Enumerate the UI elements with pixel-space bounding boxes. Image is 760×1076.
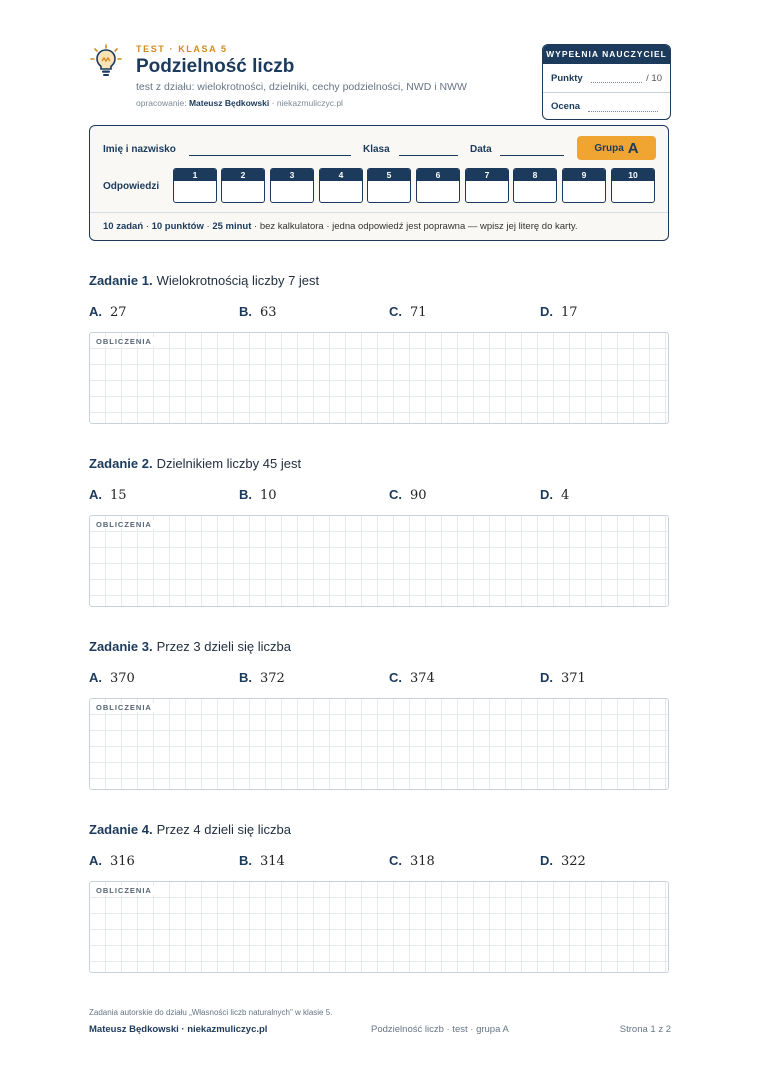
answer-number: 4 (320, 169, 362, 181)
option-letter: A. (89, 487, 102, 502)
option-c[interactable] (389, 853, 435, 869)
answer-number: 8 (514, 169, 556, 181)
option-a[interactable] (89, 304, 127, 320)
option-value: 374 (410, 671, 435, 686)
answer-box-9[interactable] (562, 168, 606, 203)
teacher-box-heading: WYPEŁNIA NAUCZYCIEL (543, 45, 670, 64)
date-label: Data (470, 144, 492, 155)
byline-site: · niekazmuliczyc.pl (271, 98, 343, 108)
option-a[interactable] (89, 670, 135, 686)
info-points: 10 punktów (151, 221, 204, 232)
class-field[interactable] (399, 155, 458, 156)
task-1 (89, 273, 669, 424)
answer-number: 10 (612, 169, 654, 181)
name-field[interactable] (189, 155, 351, 156)
option-value: 371 (561, 671, 586, 686)
task-options (89, 853, 669, 871)
option-value: 314 (260, 854, 285, 869)
option-value: 27 (110, 305, 127, 320)
page-number: Strona 1 z 2 (619, 1024, 671, 1035)
work-area-label: OBLICZENIA (96, 520, 152, 529)
task-question (89, 822, 669, 840)
option-b[interactable] (239, 487, 277, 503)
answer-number: 7 (466, 169, 508, 181)
task-3 (89, 639, 669, 790)
task-text: Przez 4 dzieli się liczba (156, 822, 291, 837)
task-text: Wielokrotnością liczby 7 jest (156, 273, 320, 288)
task-label: Zadanie 4. (89, 822, 153, 837)
teacher-box (542, 44, 671, 120)
option-letter: D. (540, 853, 553, 868)
answer-box-6[interactable] (416, 168, 460, 203)
group-letter: A (627, 139, 639, 157)
option-letter: A. (89, 670, 102, 685)
group-badge (577, 136, 656, 160)
option-value: 322 (561, 854, 586, 869)
task-question (89, 639, 669, 657)
task-text: Dzielnikiem liczby 45 jest (156, 456, 302, 471)
option-value: 318 (410, 854, 435, 869)
grade-row (543, 92, 670, 120)
option-d[interactable] (540, 853, 586, 869)
option-b[interactable] (239, 853, 285, 869)
option-letter: D. (540, 304, 553, 319)
task-question (89, 456, 669, 474)
task-4 (89, 822, 669, 973)
option-value: 10 (260, 488, 277, 503)
answer-number: 3 (271, 169, 313, 181)
work-area[interactable] (89, 332, 669, 424)
option-value: 17 (561, 305, 578, 320)
option-value: 71 (410, 305, 427, 320)
footer-author: Mateusz Będkowski · niekazmuliczyc.pl (89, 1024, 268, 1035)
answer-number: 1 (174, 169, 216, 181)
option-letter: C. (389, 487, 402, 502)
answer-number: 2 (222, 169, 264, 181)
option-letter: C. (389, 853, 402, 868)
task-question (89, 273, 669, 291)
answer-number: 5 (368, 169, 410, 181)
task-options (89, 670, 669, 688)
page-subtitle: test z działu: wielokrotności, dzielniki, cechy podzielności, NWD i NWW (136, 81, 467, 93)
task-label: Zadanie 2. (89, 456, 153, 471)
answer-box-2[interactable] (221, 168, 265, 203)
option-value: 316 (110, 854, 135, 869)
points-field[interactable] (591, 73, 642, 83)
byline (136, 98, 343, 108)
info-rest: · bez kalkulatora · jedna odpowiedź jest poprawna — wpisz jej literę do karty. (254, 221, 578, 232)
option-value: 372 (260, 671, 285, 686)
task-label: Zadanie 1. (89, 273, 153, 288)
option-c[interactable] (389, 304, 427, 320)
task-text: Przez 3 dzieli się liczba (156, 639, 291, 654)
info-tasks: 10 zadań (103, 221, 144, 232)
name-label: Imię i nazwisko (103, 144, 176, 155)
option-c[interactable] (389, 670, 435, 686)
class-label: Klasa (363, 144, 390, 155)
points-total: / 10 (646, 72, 662, 84)
option-b[interactable] (239, 304, 277, 320)
answer-number: 6 (417, 169, 459, 181)
test-kicker: TEST · KLASA 5 (136, 44, 228, 54)
task-2 (89, 456, 669, 607)
task-options (89, 487, 669, 505)
test-info: 10 zadań · 10 punktów · 25 minut · bez kalkulatora · jedna odpowiedź jest poprawna — wpisz jej literę do karty. (90, 212, 668, 241)
group-label: Grupa (594, 142, 624, 154)
answer-box-3[interactable] (270, 168, 314, 203)
answer-box-5[interactable] (367, 168, 411, 203)
work-area-label: OBLICZENIA (96, 886, 152, 895)
option-letter: B. (239, 853, 252, 868)
option-d[interactable] (540, 304, 578, 320)
student-card (89, 125, 669, 241)
task-options (89, 304, 669, 322)
footer-title: Podzielność liczb · test · grupa A (371, 1024, 509, 1035)
answer-box-1[interactable] (173, 168, 217, 203)
answer-box-10[interactable] (611, 168, 655, 203)
grade-label: Ocena (551, 101, 581, 112)
answer-box-4[interactable] (319, 168, 363, 203)
byline-prefix: opracowanie: (136, 98, 187, 108)
work-area[interactable] (89, 698, 669, 790)
lightbulb-icon (90, 44, 122, 78)
option-letter: D. (540, 670, 553, 685)
option-letter: A. (89, 853, 102, 868)
option-a[interactable] (89, 487, 127, 503)
option-value: 4 (561, 488, 570, 503)
info-time: 25 minut (212, 221, 252, 232)
option-value: 63 (260, 305, 277, 320)
work-area[interactable] (89, 881, 669, 973)
option-value: 90 (410, 488, 427, 503)
answer-box-7[interactable] (465, 168, 509, 203)
byline-author: Mateusz Będkowski (188, 98, 270, 108)
work-area-label: OBLICZENIA (96, 337, 152, 346)
option-d[interactable] (540, 670, 586, 686)
task-label: Zadanie 3. (89, 639, 153, 654)
option-value: 370 (110, 671, 135, 686)
option-letter: C. (389, 304, 402, 319)
points-label: Punkty (551, 72, 583, 84)
option-a[interactable] (89, 853, 135, 869)
answer-box-8[interactable] (513, 168, 557, 203)
option-value: 15 (110, 488, 127, 503)
option-letter: B. (239, 670, 252, 685)
option-letter: B. (239, 304, 252, 319)
option-letter: A. (89, 304, 102, 319)
option-letter: B. (239, 487, 252, 502)
option-letter: D. (540, 487, 553, 502)
date-field[interactable] (500, 155, 564, 156)
work-area-label: OBLICZENIA (96, 703, 152, 712)
option-d[interactable] (540, 487, 569, 503)
points-row (543, 64, 670, 92)
page-title: Podzielność liczb (136, 56, 295, 77)
answers-label: Odpowiedzi (103, 181, 160, 192)
footer-note: Zadania autorskie do działu „Własności liczb naturalnych" w klasie 5. (89, 1008, 333, 1017)
work-area[interactable] (89, 515, 669, 607)
grade-field[interactable] (588, 102, 658, 112)
option-b[interactable] (239, 670, 285, 686)
option-c[interactable] (389, 487, 427, 503)
option-letter: C. (389, 670, 402, 685)
answer-number: 9 (563, 169, 605, 181)
